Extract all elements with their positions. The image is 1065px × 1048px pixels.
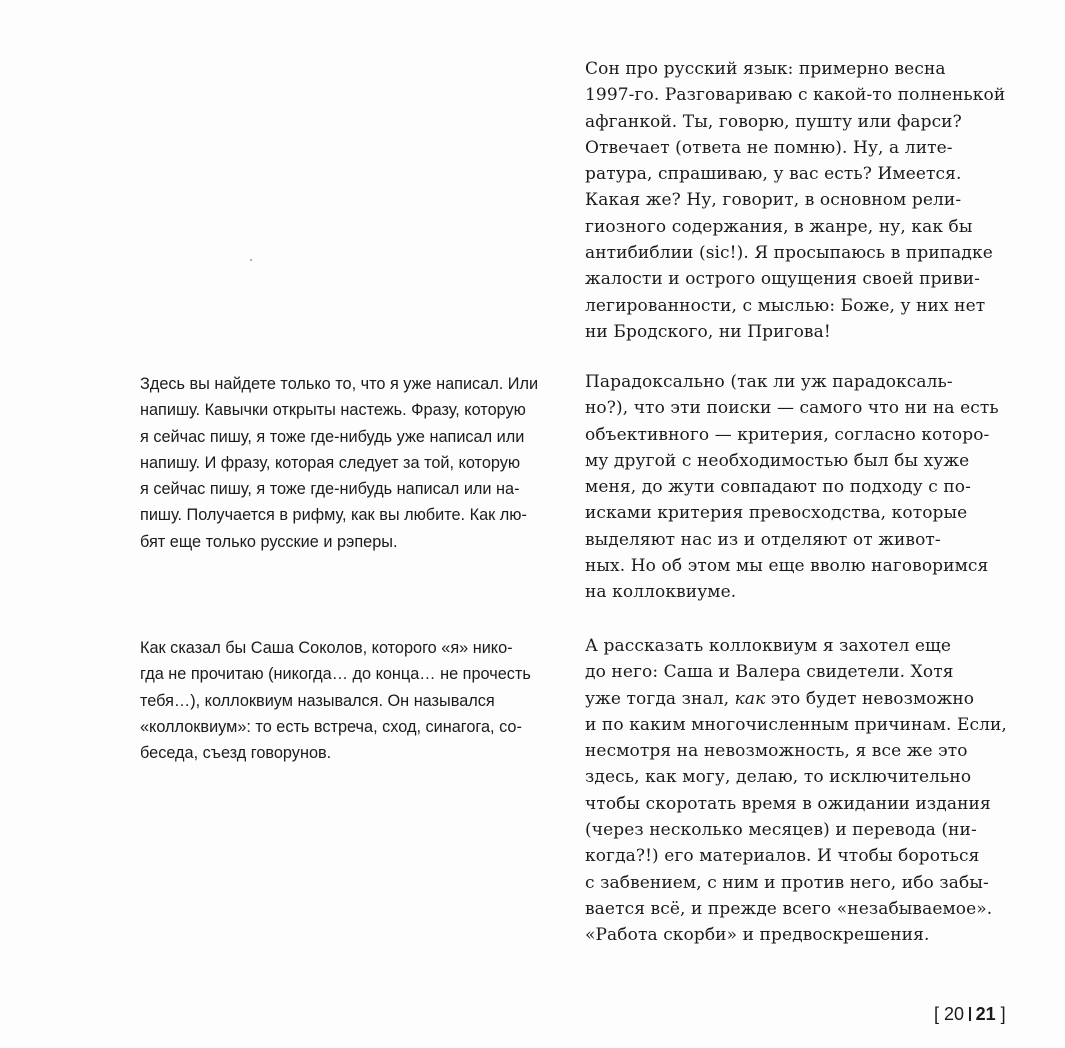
bracket-open: [ bbox=[934, 1004, 940, 1024]
text-line: «Работа скорби» и предвоскрешения. bbox=[585, 925, 930, 946]
text-line: с забвением, с ним и против него, ибо забы- bbox=[585, 872, 989, 893]
text-line: (через несколько месяцев) и перевода (ни- bbox=[585, 820, 977, 841]
paper-speck bbox=[250, 259, 252, 261]
page-number bbox=[934, 1004, 1006, 1025]
text-line: гиозного содержания, в жанре, ну, как бы bbox=[585, 216, 973, 237]
text-line: я сейчас пишу, я тоже где-нибудь уже написал или bbox=[140, 427, 525, 446]
text-line: тебя…), коллоквиум назывался. Он назывался bbox=[140, 691, 495, 710]
page-number-right: 21 bbox=[975, 1004, 996, 1024]
text-line: А рассказать коллоквиум я захотел еще bbox=[585, 636, 952, 656]
text-line: исками критерия превосходства, которые bbox=[585, 503, 968, 524]
text-line: выделяют нас из и отделяют от живот- bbox=[585, 529, 941, 550]
text-line: беседа, съезд говорунов. bbox=[140, 744, 332, 763]
text-line: му другой с необходимостью был бы хуже bbox=[585, 450, 970, 471]
text-line: легированности, с мыслью: Боже, у них нет bbox=[585, 295, 986, 316]
text-line: чтобы скоротать время в ожидании издания bbox=[585, 793, 991, 814]
text-line: афганкой. Ты, говорю, пушту или фарси? bbox=[585, 111, 962, 132]
text-line: Отвечает (ответа не помню). Ну, а лите- bbox=[585, 137, 953, 158]
text-line: гда не прочитаю (никогда… до конца… не прочесть bbox=[140, 665, 531, 684]
text-line: 1997-го. Разговариваю с какой-то полненькой bbox=[585, 85, 1006, 106]
text-line: и по каким многочисленным причинам. Если, bbox=[585, 714, 1007, 735]
text-line: несмотря на невозможность, я все же это bbox=[585, 741, 968, 762]
text-line: здесь, как могу, делаю, то исключительно bbox=[585, 767, 972, 788]
text-line: объективного — критерия, согласно которо- bbox=[585, 424, 990, 445]
right-paragraph-1 bbox=[585, 56, 1015, 345]
right-paragraph-2 bbox=[585, 369, 1015, 606]
text-line: до него: Саша и Валера свидетели. Хотя bbox=[585, 662, 954, 683]
bracket-close: ] bbox=[1000, 1004, 1006, 1024]
emphasis-word: как bbox=[734, 688, 766, 709]
text-line: напишу. И фразу, которая следует за той, которую bbox=[140, 453, 521, 472]
text-segment: это будет невозможно bbox=[765, 688, 975, 709]
text-line: когда?!) его материалов. И чтобы бороться bbox=[585, 846, 980, 867]
page-number-left: 20 bbox=[944, 1004, 965, 1024]
text-line: на коллоквиуме. bbox=[585, 582, 737, 603]
page-separator bbox=[969, 1007, 971, 1021]
text-line: вается всё, и прежде всего «незабываемое». bbox=[585, 898, 993, 919]
text-line: Парадоксально (так ли уж парадоксаль- bbox=[585, 372, 953, 392]
right-paragraph-3 bbox=[585, 633, 1015, 949]
text-line: бят еще только русские и рэперы. bbox=[140, 532, 398, 551]
text-line: Какая же? Ну, говорит, в основном рели- bbox=[585, 190, 962, 211]
text-line: ратура, спрашиваю, у вас есть? Имеется. bbox=[585, 164, 962, 185]
text-line: жалости и острого ощущения своей приви- bbox=[585, 269, 980, 290]
text-line: Здесь вы найдете только то, что я уже написал. Или bbox=[140, 375, 539, 393]
text-line: но?), что эти поиски — самого что ни на есть bbox=[585, 398, 999, 419]
text-line bbox=[585, 686, 1015, 712]
text-line: пишу. Получается в рифму, как вы любите. Как лю- bbox=[140, 506, 527, 525]
text-line: я сейчас пишу, я тоже где-нибудь написал или на- bbox=[140, 480, 520, 499]
left-paragraph-1 bbox=[140, 371, 560, 555]
text-line: ни Бродского, ни Пригова! bbox=[585, 321, 831, 342]
text-line: Как сказал бы Саша Соколов, которого «я» нико- bbox=[140, 639, 513, 657]
text-line: антибиблии (sic!). Я просыпаюсь в припадке bbox=[585, 243, 993, 264]
left-paragraph-2 bbox=[140, 635, 560, 766]
text-line: напишу. Кавычки открыты настежь. Фразу, которую bbox=[140, 401, 526, 420]
text-line: Сон про русский язык: примерно весна bbox=[585, 59, 946, 79]
text-segment: уже тогда знал, bbox=[585, 688, 735, 709]
text-line: меня, до жути совпадают по подходу с по- bbox=[585, 477, 971, 498]
text-line: «коллоквиум»: то есть встреча, сход, синагога, со- bbox=[140, 717, 522, 736]
text-line: ных. Но об этом мы еще вволю наговоримся bbox=[585, 556, 989, 577]
